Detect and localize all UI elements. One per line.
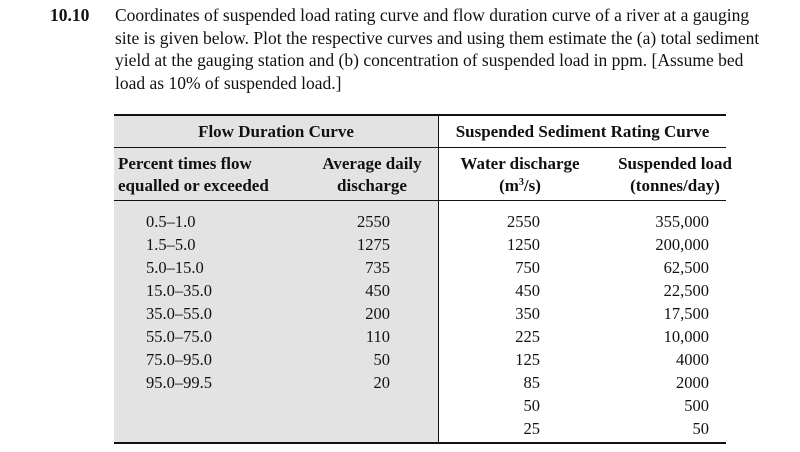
percent-times-cell: 75.0–95.0 (146, 350, 212, 369)
table-top-rule (114, 114, 726, 116)
percent-times-cell: 95.0–99.5 (146, 373, 212, 392)
rating-curve-header: Suspended Sediment Rating Curve (455, 122, 710, 141)
percent-times-column (146, 210, 256, 394)
water-discharge-cell: 350 (515, 304, 540, 323)
suspended-load-cell: 62,500 (663, 258, 709, 277)
water-discharge-cell: 750 (515, 258, 540, 277)
percent-times-cell: 55.0–75.0 (146, 327, 212, 346)
problem-text: Coordinates of suspended load rating curve and flow duration curve of a river at a gauging site is given below. Plot the respective curves and using them estimate the (a) total sediment yield at the gauging station and (b) concentration of suspended load in ppm. [Assume bed load as 10% of suspended load.] (115, 5, 760, 93)
percent-times-cell: 1.5–5.0 (146, 235, 196, 254)
water-discharge-cell: 85 (523, 373, 540, 392)
avg-discharge-header: Average daily discharge (322, 154, 422, 195)
suspended-load-cell: 355,000 (655, 212, 709, 231)
water-discharge-cell: 50 (523, 396, 540, 415)
water-discharge-cell: 2550 (507, 212, 540, 231)
table-column-divider (438, 114, 439, 444)
suspended-load-column (619, 210, 709, 440)
suspended-load-cell: 17,500 (663, 304, 709, 323)
water-discharge-cell: 125 (515, 350, 540, 369)
suspended-load-cell: 500 (684, 396, 709, 415)
percent-times-cell: 35.0–55.0 (146, 304, 212, 323)
water-discharge-cell: 225 (515, 327, 540, 346)
suspended-load-cell: 200,000 (655, 235, 709, 254)
suspended-load-cell: 10,000 (663, 327, 709, 346)
percent-times-header: Percent times flow equalled or exceeded (118, 154, 269, 195)
suspended-load-cell: 4000 (676, 350, 709, 369)
avg-discharge-cell: 735 (365, 258, 390, 277)
water-discharge-cell: 25 (523, 419, 540, 438)
flow-duration-header: Flow Duration Curve (198, 122, 354, 141)
water-discharge-column (486, 210, 540, 440)
percent-times-cell: 5.0–15.0 (146, 258, 204, 277)
avg-discharge-cell: 2550 (357, 212, 390, 231)
avg-discharge-cell: 110 (365, 327, 390, 346)
avg-discharge-cell: 450 (365, 281, 390, 300)
avg-discharge-cell: 1275 (357, 235, 390, 254)
avg-discharge-column (334, 210, 390, 394)
suspended-load-cell: 2000 (676, 373, 709, 392)
avg-discharge-cell: 200 (365, 304, 390, 323)
water-discharge-cell: 1250 (507, 235, 540, 254)
water-discharge-cell: 450 (515, 281, 540, 300)
table-header-rule (114, 200, 726, 201)
suspended-load-cell: 50 (692, 419, 709, 438)
table-bottom-rule (114, 442, 726, 444)
data-table (114, 114, 732, 444)
table-group-rule (114, 147, 726, 148)
suspended-load-header: Suspended load (tonnes/day) (618, 154, 732, 195)
problem-number: 10.10 (50, 5, 90, 25)
percent-times-cell: 0.5–1.0 (146, 212, 196, 231)
avg-discharge-cell: 20 (373, 373, 390, 392)
percent-times-cell: 15.0–35.0 (146, 281, 212, 300)
avg-discharge-cell: 50 (373, 350, 390, 369)
suspended-load-cell: 22,500 (663, 281, 709, 300)
water-discharge-header: Water discharge $(m^3/s)$ (460, 154, 580, 195)
